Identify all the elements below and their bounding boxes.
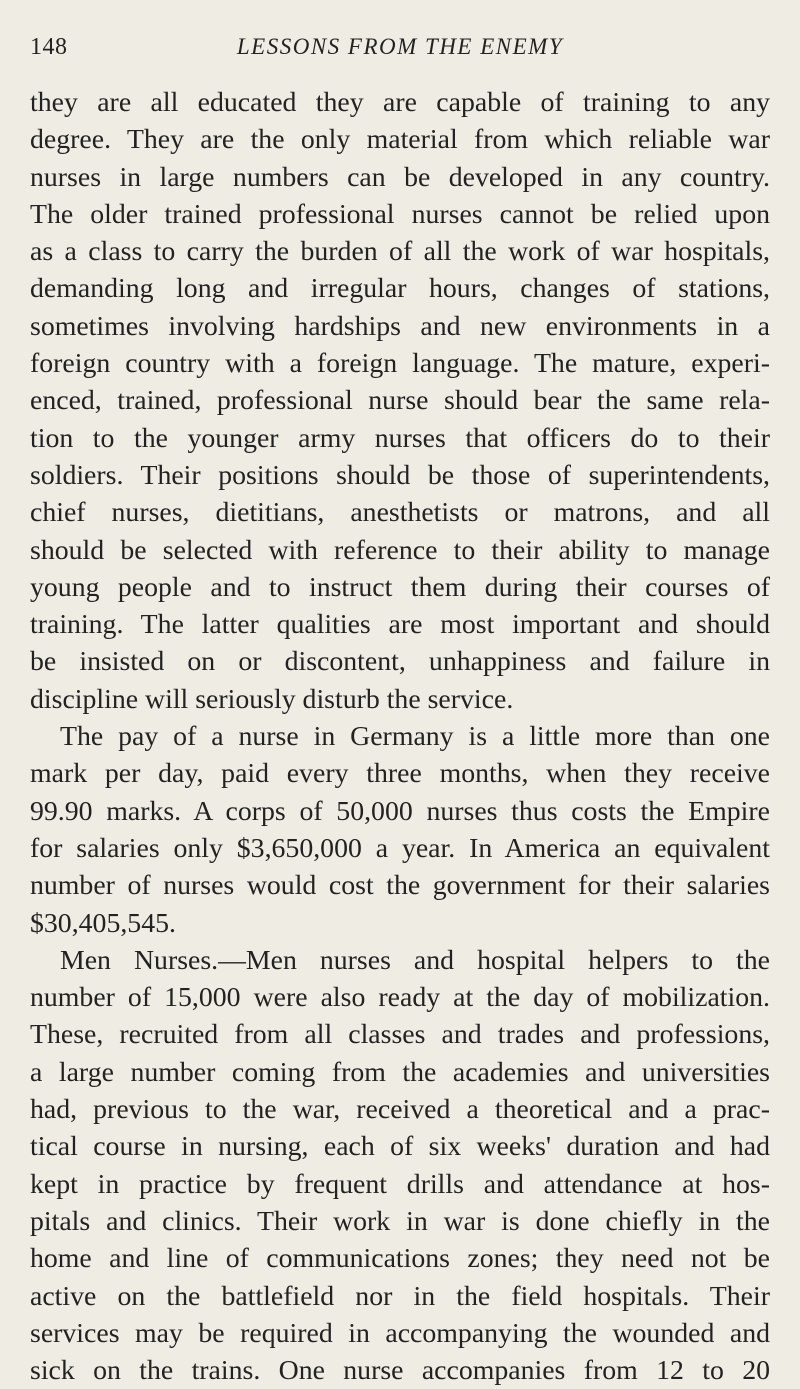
text-line: had, previous to the war, received a theoretical and a prac-: [30, 1094, 770, 1126]
text-line: pitals and clinics. Their work in war is done chiefly in the: [30, 1205, 770, 1237]
text-line: foreign country with a foreign language. The mature, experi-: [30, 348, 770, 380]
body-text: [30, 84, 770, 1389]
text-line: tion to the younger army nurses that officers do to their: [30, 422, 770, 454]
text-line: mark per day, paid every three months, when they receive: [30, 758, 770, 790]
text-line: discipline will seriously disturb the service.: [30, 683, 514, 715]
text-line: training. The latter qualities are most important and should: [30, 609, 770, 641]
paragraph-first-line: Men Nurses.—Men nurses and hospital helpers to the: [60, 944, 770, 976]
text-line: 99.90 marks. A corps of 50,000 nurses thus costs the Empire: [30, 795, 770, 827]
text-line: soldiers. Their positions should be those of superintendents,: [30, 459, 770, 491]
text-line: number of 15,000 were also ready at the day of mobilization.: [30, 982, 770, 1014]
text-line: sick on the trains. One nurse accompanies from 12 to 20: [30, 1355, 770, 1387]
text-line: services may be required in accompanying the wounded and: [30, 1317, 770, 1349]
page-header: [30, 34, 770, 62]
text-line: The older trained professional nurses cannot be relied upon: [30, 198, 770, 230]
text-line: $30,405,545.: [30, 907, 176, 939]
text-line: chief nurses, dietitians, anesthetists or matrons, and all: [30, 497, 770, 529]
text-line: nurses in large numbers can be developed in any country.: [30, 161, 770, 193]
text-line: kept in practice by frequent drills and attendance at hos-: [30, 1168, 770, 1200]
text-line: demanding long and irregular hours, changes of stations,: [30, 273, 770, 305]
text-line: they are all educated they are capable of training to any: [30, 87, 770, 118]
text-line: be insisted on or discontent, unhappiness and failure in: [30, 646, 770, 678]
text-line: active on the battlefield nor in the field hospitals. Their: [30, 1280, 770, 1312]
paragraph-first-line: The pay of a nurse in Germany is a little more than one: [60, 721, 770, 753]
running-title: LESSONS FROM THE ENEMY: [236, 34, 564, 59]
text-line: enced, trained, professional nurse should bear the same rela-: [30, 385, 770, 417]
text-line: sometimes involving hardships and new environments in a: [30, 310, 770, 342]
text-line: number of nurses would cost the government for their salaries: [30, 870, 770, 902]
text-line: should be selected with reference to their ability to manage: [30, 534, 770, 566]
text-line: degree. They are the only material from which reliable war: [30, 124, 770, 156]
text-line: These, recruited from all classes and trades and professions,: [30, 1019, 770, 1051]
text-line: tical course in nursing, each of six weeks' duration and had: [30, 1131, 770, 1163]
text-line: home and line of communications zones; they need not be: [30, 1243, 770, 1275]
page-number: 148: [30, 34, 68, 60]
text-line: a large number coming from the academies and universities: [30, 1056, 770, 1088]
text-line: young people and to instruct them during their courses of: [30, 571, 770, 603]
text-line: as a class to carry the burden of all the work of war hospitals,: [30, 236, 770, 268]
text-line: for salaries only $3,650,000 a year. In America an equivalent: [30, 832, 770, 864]
